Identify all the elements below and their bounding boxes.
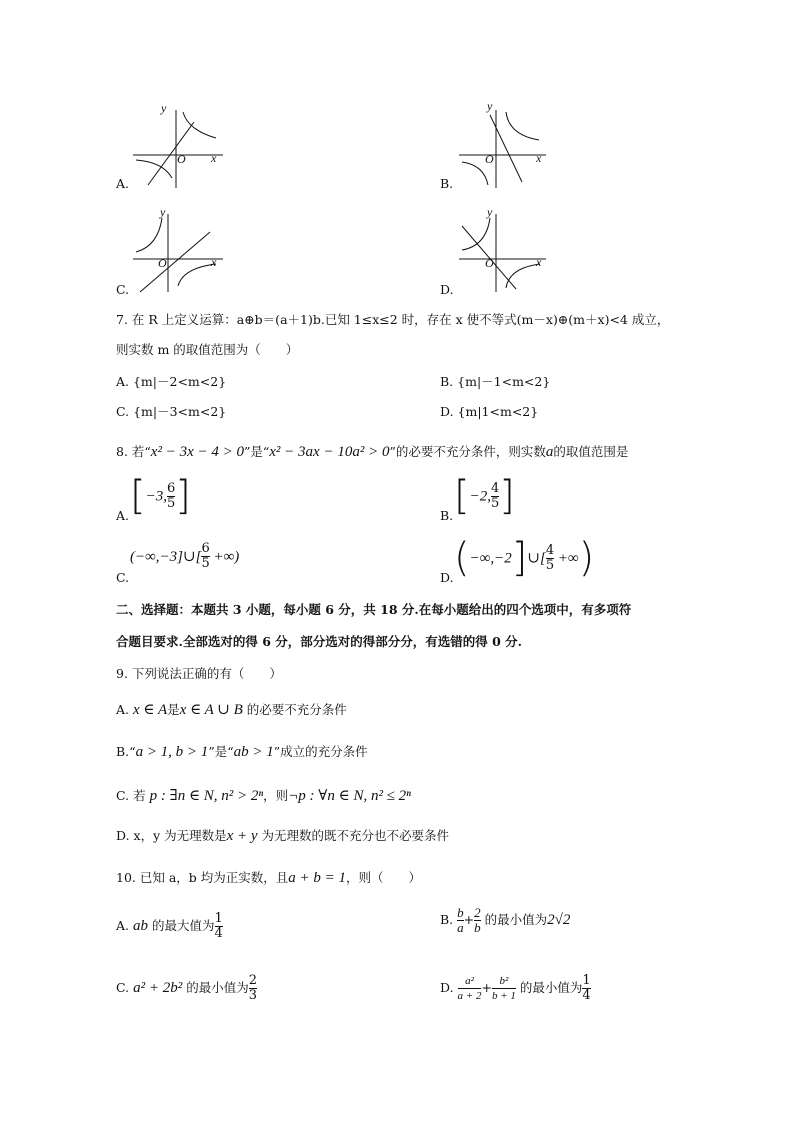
- q8-option-b-label[interactable]: B.: [440, 508, 454, 523]
- q7-option-c[interactable]: C. {m|－3<m<2}: [116, 404, 227, 419]
- svg-text:y: y: [160, 205, 166, 219]
- q10-option-c[interactable]: C. a² + 2b² 的最小值为 $\frac{2}{3}$: [116, 973, 257, 1003]
- svg-text:y: y: [487, 100, 493, 113]
- q9-option-a[interactable]: A. x ∈ A是x ∈ A ∪ B 的必要不充分条件: [116, 702, 347, 718]
- q7-stem-line1: 7. 在 R 上定义运算：a⊕b＝(a＋1)b.已知 1≤x≤2 时，存在 x 使不等式(m－x)⊕(m＋x)<4 成立，: [116, 312, 670, 327]
- graph-d-label: D.: [440, 282, 454, 297]
- q9-option-b[interactable]: B.“a > 1, b > 1”是“ab > 1”成立的充分条件: [116, 744, 368, 760]
- q9-option-d[interactable]: D. x，y 为无理数是x + y 为无理数的既不充分也不必要条件: [116, 828, 450, 844]
- q8-option-a-label[interactable]: A.: [116, 508, 130, 523]
- graph-c-label: C.: [116, 282, 130, 297]
- svg-text:y: y: [487, 205, 493, 219]
- q8-option-d-expr[interactable]: (−∞,−2]∪[ $\frac{4}{5}$ +∞): [454, 535, 595, 581]
- q8-option-c-label[interactable]: C.: [116, 570, 130, 585]
- graph-a: [128, 100, 228, 190]
- svg-text:O: O: [177, 152, 186, 166]
- graph-d: [454, 204, 554, 294]
- graph-a-label: A.: [116, 176, 130, 191]
- q8-option-a-expr[interactable]: [−3, $\frac{6}{5}$ ]: [130, 473, 191, 519]
- q9-option-c[interactable]: C. 若 p : ∃n ∈ N, n² > 2ⁿ，则¬p : ∀n ∈ N, n² ≤ 2ⁿ: [116, 788, 411, 804]
- graph-b-label: B.: [440, 176, 454, 191]
- q8-condition-1: x² − 3x − 4 > 0: [150, 444, 244, 460]
- q7-option-d[interactable]: D. {m|1<m<2}: [440, 404, 539, 419]
- q10-option-d[interactable]: D. $\frac{\text{a²}}{a + 2}$ + $\frac{\text{b²}}{b + 1}$ 的最小值为 $\frac{1}{4}$: [440, 973, 591, 1003]
- svg-text:O: O: [485, 256, 494, 270]
- q8-option-b-expr[interactable]: [−2, $\frac{4}{5}$ ]: [454, 473, 515, 519]
- graph-b: [454, 100, 554, 190]
- svg-text:y: y: [161, 101, 167, 115]
- q8-option-c-expr[interactable]: (−∞,−3]∪[ $\frac{6}{5}$ +∞): [130, 541, 240, 571]
- q7-option-a[interactable]: A. {m|－2<m<2}: [116, 374, 227, 389]
- svg-text:O: O: [158, 256, 167, 270]
- q8-stem: 8. 若“x² − 3x − 4 > 0”是“x² − 3ax − 10a² > 0”的必要不充分条件，则实数a的取值范围是: [116, 444, 629, 460]
- graph-c: [128, 204, 228, 294]
- q7-stem-line2: 则实数 m 的取值范围为（ ）: [116, 342, 299, 357]
- section-2-instructions-line1: 二、选择题：本题共 3 小题，每小题 6 分，共 18 分.在每小题给出的四个选项中，有多项符: [116, 602, 632, 617]
- svg-text:x: x: [211, 151, 217, 165]
- svg-text:x: x: [211, 255, 217, 269]
- q10-stem: 10. 已知 a，b 均为正实数，且a + b = 1，则（ ）: [116, 870, 422, 886]
- svg-text:x: x: [536, 151, 542, 165]
- q7-option-b[interactable]: B. {m|－1<m<2}: [440, 374, 551, 389]
- q8-condition-2: x² − 3ax − 10a² > 0: [269, 444, 390, 460]
- q9-stem: 9. 下列说法正确的有（ ）: [116, 666, 282, 681]
- section-2-instructions-line2: 合题目要求.全部选对的得 6 分，部分选对的得部分分，有选错的得 0 分.: [116, 634, 523, 649]
- q10-option-a[interactable]: A. ab 的最大值为 $\frac{1}{4}$: [116, 911, 223, 941]
- svg-text:x: x: [536, 255, 542, 269]
- q10-option-b[interactable]: B. $\frac{b}{a}$ + $\frac{2}{b}$ 的最小值为2√2: [440, 905, 571, 935]
- q8-option-d-label[interactable]: D.: [440, 570, 454, 585]
- svg-text:O: O: [485, 152, 494, 166]
